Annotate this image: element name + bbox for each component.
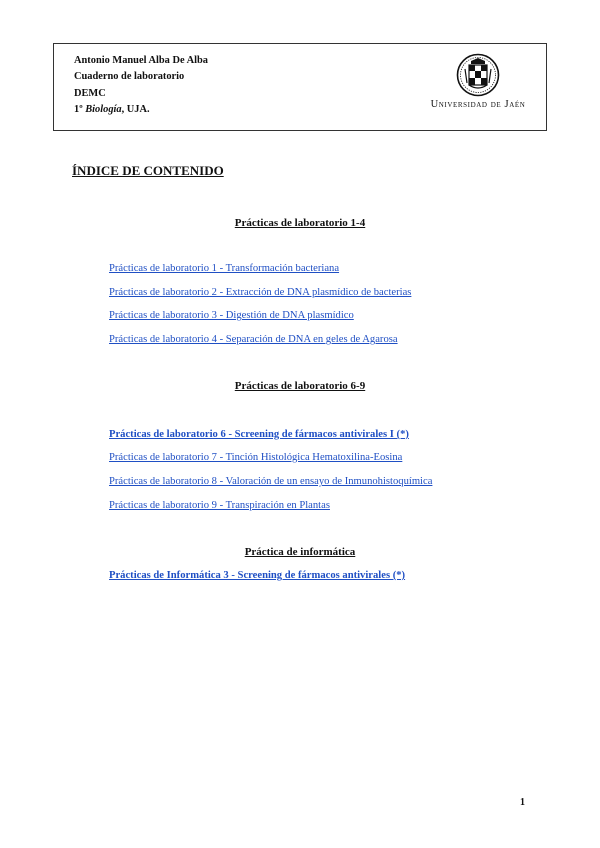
page-number: 1 bbox=[520, 797, 525, 808]
toc-link-lab-2[interactable]: Prácticas de laboratorio 2 - Extracción de DNA plasmídico de bacterias bbox=[109, 287, 412, 298]
section-heading-informatica: Práctica de informática bbox=[244, 546, 356, 558]
toc-link-lab-8[interactable]: Prácticas de laboratorio 8 - Valoración de un ensayo de Inmunohistoquímica bbox=[109, 476, 433, 487]
toc-link-lab-9[interactable]: Prácticas de laboratorio 9 - Transpiración en Plantas bbox=[109, 500, 330, 511]
course: 1º Biología, UJA. bbox=[74, 104, 150, 116]
section-heading-lab-1-4: Prácticas de laboratorio 1-4 bbox=[234, 217, 366, 229]
toc-link-lab-1[interactable]: Prácticas de laboratorio 1 - Transformación bacteriana bbox=[109, 263, 340, 274]
document-header bbox=[53, 43, 547, 131]
toc-link-lab-4[interactable]: Prácticas de laboratorio 4 - Separación de DNA en geles de Agarosa bbox=[109, 334, 398, 345]
toc-link-lab-3[interactable]: Prácticas de laboratorio 3 - Digestión de DNA plasmídico bbox=[109, 310, 354, 321]
course-degree: Biología bbox=[85, 104, 122, 116]
author-name: Antonio Manuel Alba De Alba bbox=[74, 55, 208, 66]
document-type: Cuaderno de laboratorio bbox=[74, 71, 185, 83]
page-title: ÍNDICE DE CONTENIDO bbox=[72, 163, 224, 178]
department: DEMC bbox=[74, 87, 106, 99]
toc-link-informatica-3[interactable]: Prácticas de Informática 3 - Screening de fármacos antivirales (*) bbox=[109, 570, 406, 581]
university-crest-icon bbox=[456, 52, 500, 98]
toc-link-lab-6[interactable]: Prácticas de laboratorio 6 - Screening de fármacos antivirales I (*) bbox=[109, 429, 409, 440]
logo-wordmark: Universidad de Jaén bbox=[430, 99, 526, 110]
section-heading-lab-6-9: Prácticas de laboratorio 6-9 bbox=[234, 380, 366, 392]
university-logo bbox=[423, 52, 533, 120]
toc-link-lab-7[interactable]: Prácticas de laboratorio 7 - Tinción Histológica Hematoxilina-Eosina bbox=[109, 452, 403, 463]
header-info bbox=[74, 53, 208, 119]
